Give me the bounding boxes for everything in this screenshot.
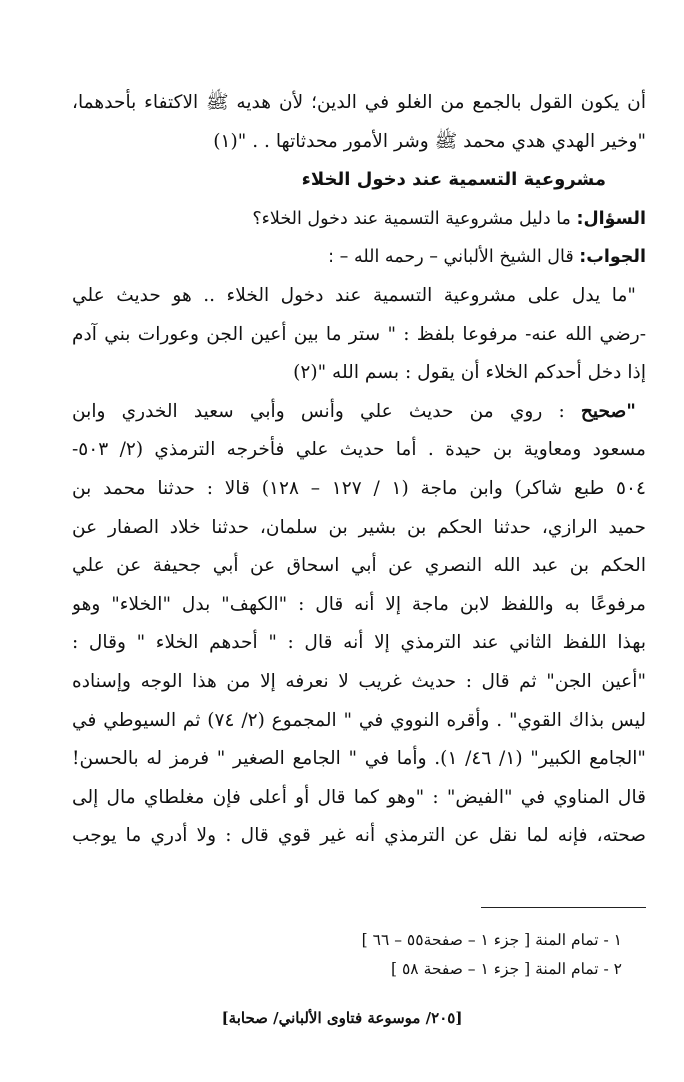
- answer-line: إذا دخل أحدكم الخلاء أن يقول : بسم الله "(٢): [293, 362, 646, 384]
- question: [72, 200, 646, 239]
- footnote-divider: [481, 907, 646, 908]
- detail-line: ليس بذاك القوي" . وأقره النووي في " المجموع (٢/ ٧٤) ثم السيوطي في: [72, 709, 646, 731]
- sahih-word: "صحيح: [580, 400, 636, 422]
- footnote-2: ٢ - تمام المنة [ جزء ١ – صفحة ٥٨ ]: [391, 960, 622, 978]
- footnote-1: ١ - تمام المنة [ جزء ١ – صفحة٥٥ – ٦٦ ]: [361, 931, 622, 949]
- detail-line: ٥٠٤ طبع شاكر) وابن ماجة (١ / ١٢٧ – ١٢٨) قالا : حدثنا محمد بن: [72, 477, 646, 499]
- detail-line: بهذا اللفظ الثاني عند الترمذي إلا أنه قال : " أحدهم الخلاء " وقال :: [72, 632, 646, 654]
- detail-line: "الجامع الكبير" (١/ ٤٦/ ١). وأما في " الجامع الصغير " فرمز له بالحسن!: [72, 748, 646, 770]
- sahih-line: [72, 393, 646, 432]
- body-line: "وخير الهدي هدي محمد ﷺ وشر الأمور محدثاتها . . "(١): [213, 130, 646, 152]
- answer-text: قال الشيخ الألباني – رحمه الله – :: [328, 247, 580, 268]
- answer-line: "ما يدل على مشروعية التسمية عند دخول الخلاء .. هو حديث علي: [72, 284, 636, 306]
- detail-line: صحته، فإنه لما نقل عن الترمذي أنه غير قوي قال : ولا أدري ما يوجب: [72, 825, 646, 847]
- page-footer: [٢٠٥/ موسوعة فتاوى الألباني/ صحابة]: [221, 1009, 463, 1027]
- answer: [72, 238, 646, 277]
- detail-line: "أعين الجن" ثم قال : حديث غريب لا نعرفه إلا من هذا الوجه وإسناده: [72, 670, 646, 692]
- detail-line: الحكم بن عبد الله النصري عن أبي اسحاق عن أبي جحيفة عن علي: [72, 555, 646, 577]
- section-heading: مشروعية التسمية عند دخول الخلاء: [301, 169, 606, 191]
- answer-line: -رضي الله عنه- مرفوعا بلفظ : " ستر ما بين أعين الجن وعورات بني آدم: [72, 323, 646, 345]
- answer-label: الجواب:: [579, 247, 646, 268]
- question-text: ما دليل مشروعية التسمية عند دخول الخلاء؟: [252, 208, 577, 229]
- footnotes: [362, 926, 622, 984]
- question-label: السؤال:: [576, 208, 646, 229]
- detail-line: مسعود ومعاوية بن حيدة . أما حديث علي فأخرجه الترمذي (٢/ ٥٠٣-: [72, 439, 646, 461]
- body-line: أن يكون القول بالجمع من الغلو في الدين؛ لأن هديه ﷺ الاكتفاء بأحدهما،: [72, 92, 646, 113]
- detail-line: حميد الرازي، حدثنا الحكم بن بشير بن سلمان، حدثنا خلاد الصفار عن: [72, 516, 646, 538]
- detail-line: مرفوعًا به واللفظ لابن ماجة إلا أنه قال : "الكهف" بدل "الخلاء" وهو: [72, 593, 646, 615]
- detail-line: قال المناوي في "الفيض" : "وهو كما قال أو أعلى فإن مغلطاي مال إلى: [72, 786, 646, 808]
- sahih-rest: : روي من حديث علي وأنس وأبي سعيد الخدري وابن: [72, 400, 581, 422]
